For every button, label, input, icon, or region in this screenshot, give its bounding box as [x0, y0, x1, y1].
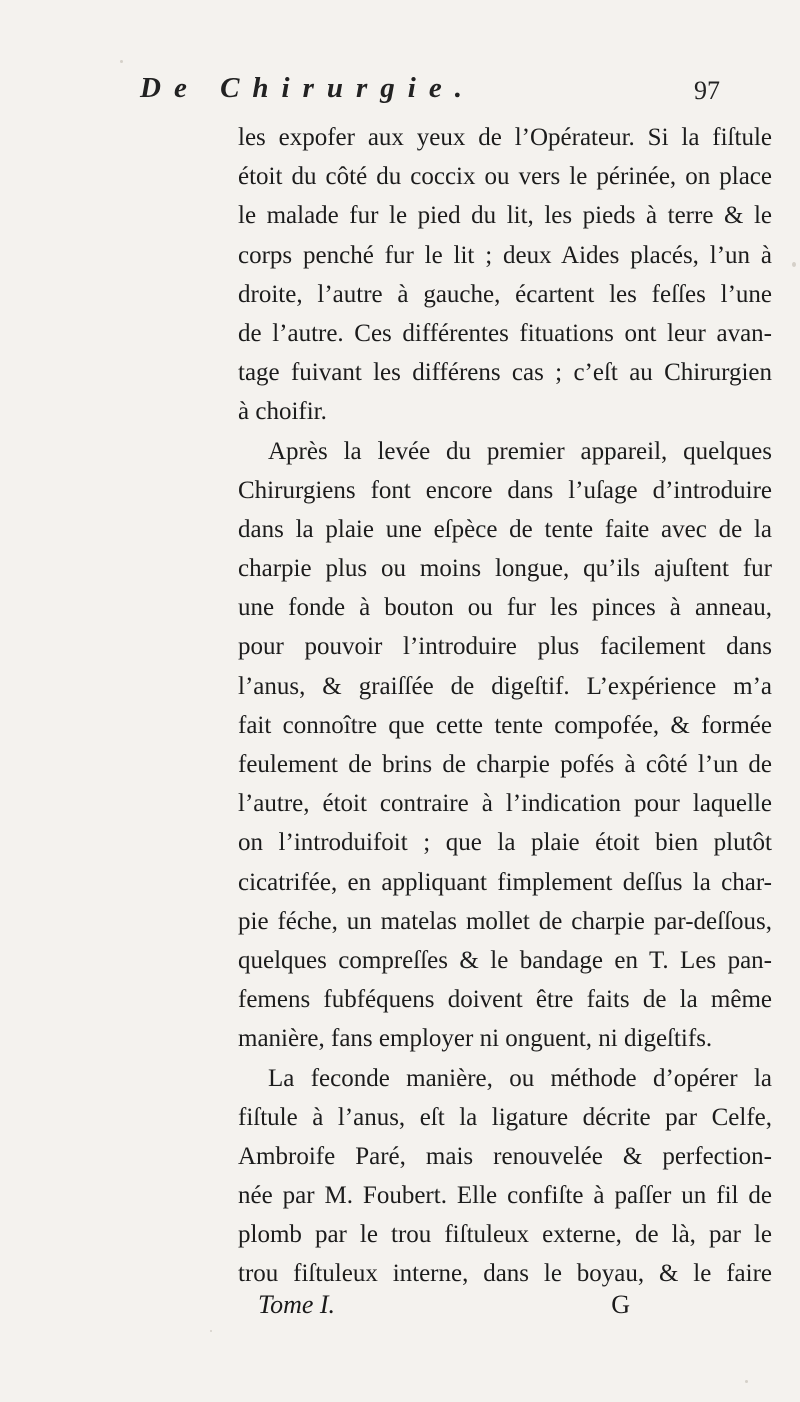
text-line: droite, l’autre à gauche, écartent les feſſes l’une: [238, 280, 772, 308]
text-line: pie féche, un matelas mollet de charpie par-deſſous,: [238, 907, 772, 935]
text-line: étoit du côté du coccix ou vers le périnée, on place: [238, 163, 772, 191]
text-line: Chirurgiens font encore dans l’uſage d’introduire: [238, 476, 772, 504]
page-footer: [258, 1290, 630, 1326]
text-line: fiſtule à l’anus, eſt la ligature décrite par Celfe,: [238, 1103, 772, 1131]
volume-label: Tome I.: [258, 1290, 336, 1319]
text-line: La feconde manière, ou méthode d’opérer la: [268, 1064, 772, 1092]
text-line: l’autre, étoit contraire à l’indication pour laquelle: [238, 790, 772, 818]
text-line: le malade fur le pied du lit, les pieds à terre & le: [238, 202, 772, 230]
text-line: trou fiſtuleux interne, dans le boyau, & le faire: [238, 1260, 772, 1288]
text-line: les expofer aux yeux de l’Opérateur. Si la fiſtule: [238, 124, 772, 151]
paper-fleck: [210, 1330, 212, 1332]
text-line: cicatrifée, en appliquant fimplement deſſus la char-: [238, 868, 772, 896]
text-line: Après la levée du premier appareil, quelques: [268, 437, 772, 465]
text-line: plomb par le trou fiſtuleux externe, de là, par le: [238, 1221, 772, 1249]
text-line: corps penché fur le lit ; deux Aides placés, l’un à: [238, 241, 772, 269]
text-line: une fonde à bouton ou fur les pinces à anneau,: [238, 594, 772, 622]
running-title: De Chirurgie.: [140, 72, 475, 104]
text-line: on l’introduifoit ; que la plaie étoit bien plutôt: [238, 829, 772, 857]
paper-fleck: [792, 262, 796, 267]
text-line: née par M. Foubert. Elle confiſte à paſſer un fil de: [238, 1182, 772, 1210]
text-line: charpie plus ou moins longue, qu’ils ajuſtent fur: [238, 555, 772, 583]
text-line: tage fuivant les différens cas ; c’eſt au Chirurgien: [238, 359, 772, 387]
text-line: Ambroife Paré, mais renouvelée & perfection-: [238, 1142, 772, 1170]
text-line: dans la plaie une eſpèce de tente faite avec de la: [238, 515, 772, 543]
paper-fleck: [745, 1380, 748, 1383]
text-line: quelques compreſſes & le bandage en T. Les pan-: [238, 946, 772, 974]
text-line: pour pouvoir l’introduire plus facilement dans: [238, 633, 772, 661]
paper-fleck: [120, 60, 123, 63]
text-line: femens fubféquens doivent être faits de la même: [238, 986, 772, 1014]
signature-mark: G: [611, 1290, 630, 1319]
text-line: à choifir.: [238, 398, 327, 426]
running-head: [140, 72, 720, 112]
text-line: de l’autre. Ces différentes fituations ont leur avan-: [238, 319, 772, 347]
text-line: manière, fans employer ni onguent, ni digeſtifs.: [238, 1025, 713, 1053]
text-line: l’anus, & graiſſée de digeſtif. L’expérience m’a: [238, 672, 772, 700]
body-text: [238, 118, 772, 1294]
page-number: 97: [694, 76, 720, 105]
text-line: fait connoître que cette tente compofée, & formée: [238, 711, 772, 739]
text-line: feulement de brins de charpie pofés à côté l’un de: [238, 751, 772, 778]
